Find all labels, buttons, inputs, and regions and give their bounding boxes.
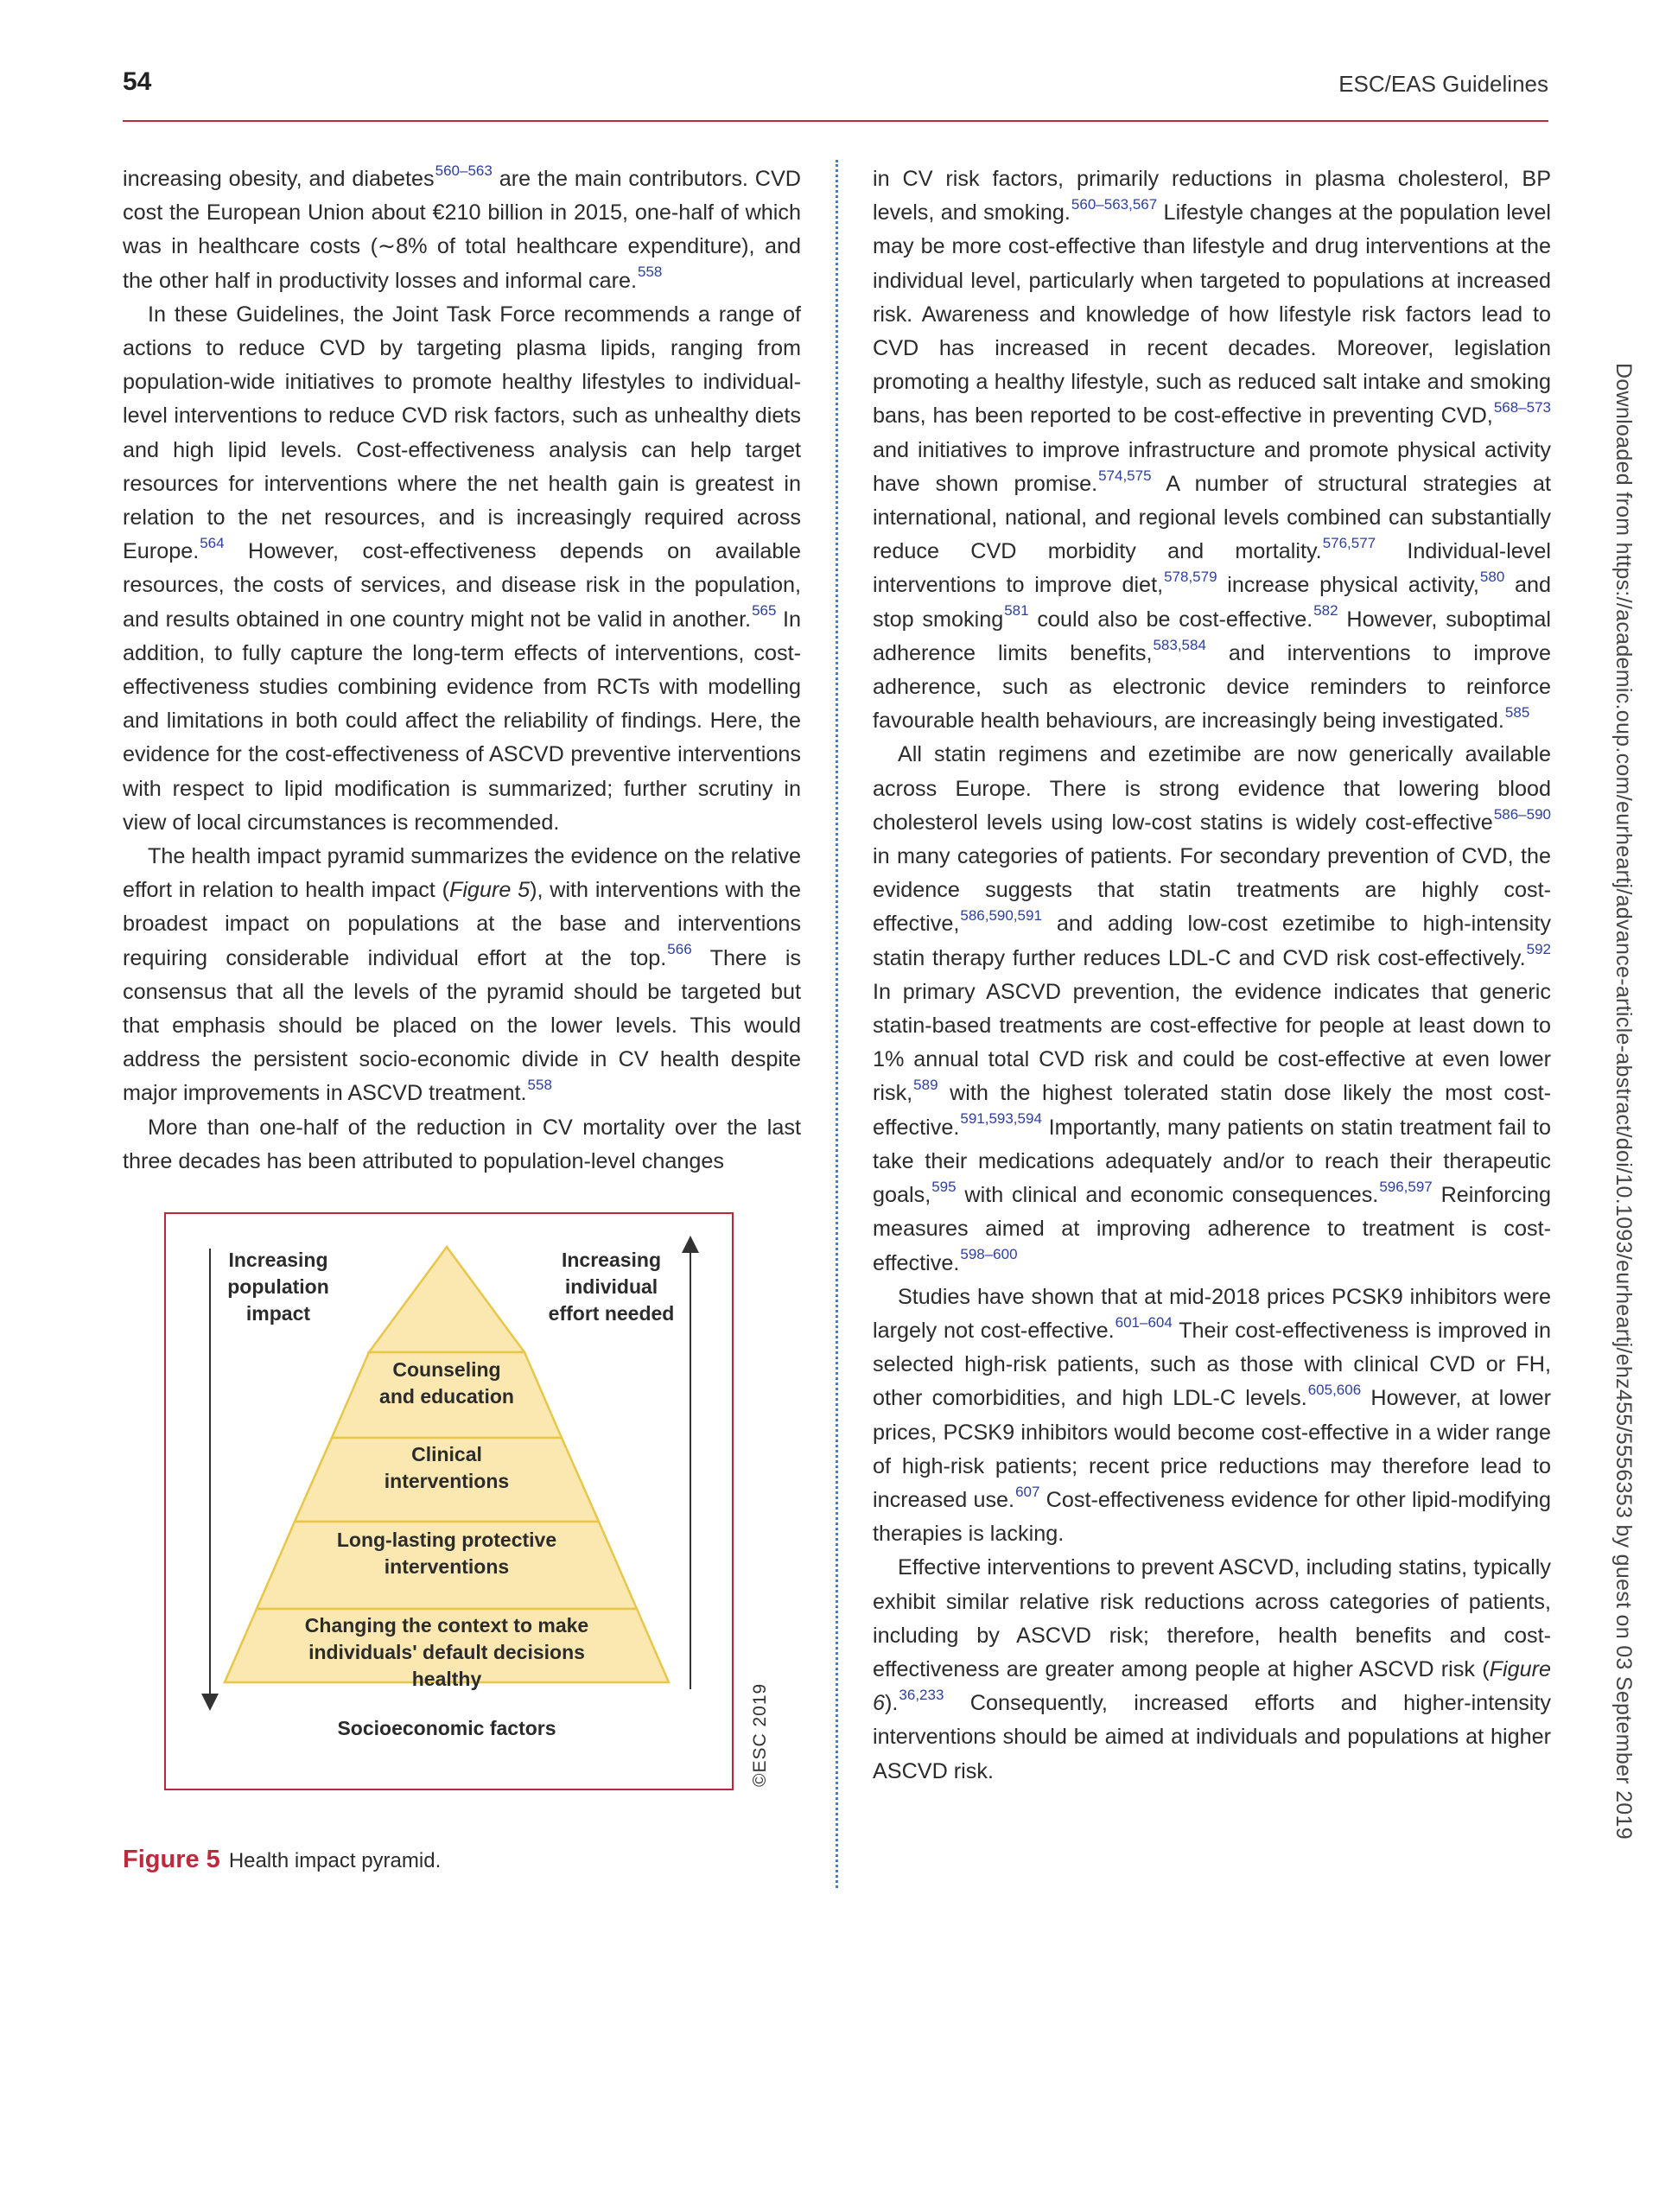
citation[interactable]: 601–604	[1115, 1313, 1173, 1331]
citation[interactable]: 565	[752, 602, 777, 620]
paragraph: In these Guidelines, the Joint Task Force recommends a range of actions to reduce CVD by targeting plasma lipids, ranging from population-wide initiatives to promote healthy lifestyles to individual-level interventions to reduce CVD risk factors, such as unhealthy diets and high lipid levels. Cost-effectiveness analysis can help target resources for interventions where the net health gain is greatest in relation to the net resources, and is increasingly required across Europe.$^{564}$ However, cost-effectiveness depends on available resources, the costs of services, and disease risk in the population, and results obtained in one country might not be valid in another.$^{565}$ In addition, to fully capture the long-term effects of interventions, cost-effectiveness studies combining evidence from RCTs with modelling and limitations in both could affect the reliability of findings. Here, the evidence for the cost-effectiveness of ASCVD preventive interventions with respect to lipid modification is summarized; further scrutiny in view of local circumstances is recommended.	[123, 302, 801, 835]
tier-label-base: Socioeconomic factors	[337, 1717, 556, 1739]
citation[interactable]: 558	[527, 1077, 552, 1094]
figure-link[interactable]: Figure 6	[873, 1656, 1551, 1716]
paragraph: Effective interventions to prevent ASCVD, including statins, typically exhibit similar relative risk reductions across categories of patients, including by ASCVD risk; therefore, health benefits and cost-effectiveness are greater among people at higher ASCVD risk (Figure 6).$^{36,233}$ Consequently, increased efforts and higher-intensity interventions should be aimed at individuals and populations at higher ASCVD risk.	[873, 1555, 1551, 1783]
figure-link[interactable]: Figure 5	[448, 878, 531, 903]
citation[interactable]: 558	[638, 264, 663, 281]
citation[interactable]: 598–600	[960, 1246, 1018, 1263]
header-rule	[123, 120, 1548, 122]
citation[interactable]: 582	[1313, 602, 1338, 620]
citation[interactable]: 36,233	[899, 1686, 944, 1703]
citation[interactable]: 586,590,591	[960, 907, 1042, 925]
citation[interactable]: 560–563,567	[1071, 195, 1158, 213]
citation[interactable]: 583,584	[1153, 636, 1206, 653]
tier-label-top: Counseling and education	[379, 1358, 514, 1408]
column-divider	[836, 160, 838, 1888]
pyramid-tier-top	[369, 1247, 524, 1352]
citation[interactable]: 580	[1479, 569, 1505, 586]
paragraph: More than one-half of the reduction in CV mortality over the last three decades has been attributed to population-level changes	[123, 1115, 801, 1173]
right-column	[873, 162, 1551, 1789]
citation[interactable]: 586–590	[1493, 805, 1551, 823]
paragraph: Studies have shown that at mid-2018 prices PCSK9 inhibitors were largely not cost-effective.$^{601-604}$ Their cost-effectiveness is improved in selected high-risk patients, such as those with clinical CVD or FH, other comorbidities, and high LDL-C levels.$^{605,606}$ However, at lower prices, PCSK9 inhibitors would become cost-effective in a wider range of high-risk patients; recent price reductions may therefore lead to increased use.$^{607}$ Cost-effectiveness evidence for other lipid-modifying therapies is lacking.	[873, 1284, 1552, 1547]
paragraph: increasing obesity, and diabetes$^{560-563}$ are the main contributors. CVD cost the European Union about €210 billion in 2015, one-half of which was in healthcare costs (∼8% of total healthcare expenditure), and the other half in productivity losses and informal care.$^{558}$	[123, 162, 801, 293]
citation[interactable]: 607	[1015, 1483, 1040, 1500]
individual-effort-label: Increasing individual effort needed	[548, 1249, 675, 1325]
page-number: 54	[123, 67, 152, 96]
citation[interactable]: 595	[931, 1178, 957, 1195]
caption-label: Figure 5	[123, 1846, 220, 1873]
tier-label-3: Long-lasting protective interventions	[336, 1529, 557, 1578]
paragraph: in CV risk factors, primarily reductions in plasma cholesterol, BP levels, and smoking.$^{560-563,567}$ Lifestyle changes at the population level may be more cost-effective than lifestyle and drug interventions at the individual level, particularly when targeted to populations at increased risk. Awareness and knowledge of how lifestyle risk factors lead to CVD has increased in recent decades. Moreover, legislation promoting a healthy lifestyle, such as reduced salt intake and smoking bans, has been reported to be cost-effective in preventing CVD,$^{568-573}$ and initiatives to improve infrastructure and promote physical activity have shown promise.$^{574,575}$ A number of structural strategies at international, national, and regional levels combined can substantially reduce CVD morbidity and mortality.$^{576,577}$ Individual-level interventions to improve diet,$^{578,579}$ increase physical activity,$^{580}$ and stop smoking$^{581}$ could also be cost-effective.$^{582}$ However, suboptimal adherence limits benefits,$^{583,584}$ and interventions to improve adherence, such as electronic device reminders to reinforce favourable health behaviours, are increasingly being investigated.$^{585}$	[873, 167, 1552, 734]
citation[interactable]: 592	[1526, 941, 1551, 958]
citation[interactable]: 596,597	[1379, 1178, 1433, 1195]
citation[interactable]: 574,575	[1098, 467, 1152, 484]
citation[interactable]: 591,593,594	[960, 1110, 1042, 1128]
tier-label-2: Clinical interventions	[384, 1443, 510, 1492]
citation[interactable]: 560–563	[435, 162, 493, 179]
citation[interactable]: 585	[1504, 704, 1530, 721]
copyright-note: ©ESC 2019	[750, 1682, 770, 1787]
citation[interactable]: 581	[1004, 602, 1029, 620]
citation[interactable]: 564	[200, 535, 225, 551]
tier-label-4: Changing the context to make individuals' default decisions healthy	[304, 1614, 589, 1690]
citation[interactable]: 578,579	[1164, 569, 1217, 586]
download-watermark: Downloaded from https://academic.oup.com/eurheartj/advance-article-abstract/doi/10.1093/eurheartj/ehz455/5556353 by guest on 03 September 2019	[1611, 363, 1636, 1840]
citation[interactable]: 566	[667, 941, 692, 958]
citation[interactable]: 589	[913, 1077, 938, 1094]
figure-caption	[123, 1846, 441, 1874]
citation[interactable]: 605,606	[1307, 1382, 1362, 1399]
paragraph: All statin regimens and ezetimibe are now generically available across Europe. There is strong evidence that lowering blood cholesterol levels using low-cost statins is widely cost-effective$^{586-590}$ in many categories of patients. For secondary prevention of CVD, the evidence suggests that statin treatments are highly cost-effective,$^{586,590,591}$ and adding low-cost ezetimibe to high-intensity statin therapy further reduces LDL-C and CVD risk cost-effectively.$^{592}$ In primary ASCVD prevention, the evidence indicates that generic statin-based treatments are cost-effective for people at least down to 1% annual total CVD risk and could be cost-effective at even lower risk,$^{589}$ with the highest tolerated statin dose likely the most cost-effective.$^{591,593,594}$ Importantly, many patients on statin treatment fail to take their medications adequately and/or to reach their therapeutic goals,$^{595}$ with clinical and economic consequences.$^{596,597}$ Reinforcing measures aimed at improving adherence to treatment is cost-effective.$^{598-600}$	[873, 742, 1551, 1275]
citation[interactable]: 576,577	[1322, 535, 1376, 551]
citation[interactable]: 568–573	[1493, 399, 1551, 416]
running-head: ESC/EAS Guidelines	[1338, 71, 1548, 97]
paragraph: The health impact pyramid summarizes the evidence on the relative effort in relation to health impact (Figure 5), with interventions with the broadest impact on populations at the base and interventions requiring considerable individual effort at the top.$^{566}$ There is consensus that all the levels of the pyramid should be targeted but that emphasis should be placed on the lower levels. This would address the persistent socio-economic divide in CV health despite major improvements in ASCVD treatment.$^{558}$	[123, 844, 802, 1106]
left-column	[123, 162, 801, 1179]
population-impact-label: Increasing population impact	[227, 1249, 329, 1325]
figure-5-frame	[164, 1212, 734, 1790]
caption-text: Health impact pyramid.	[228, 1849, 442, 1872]
